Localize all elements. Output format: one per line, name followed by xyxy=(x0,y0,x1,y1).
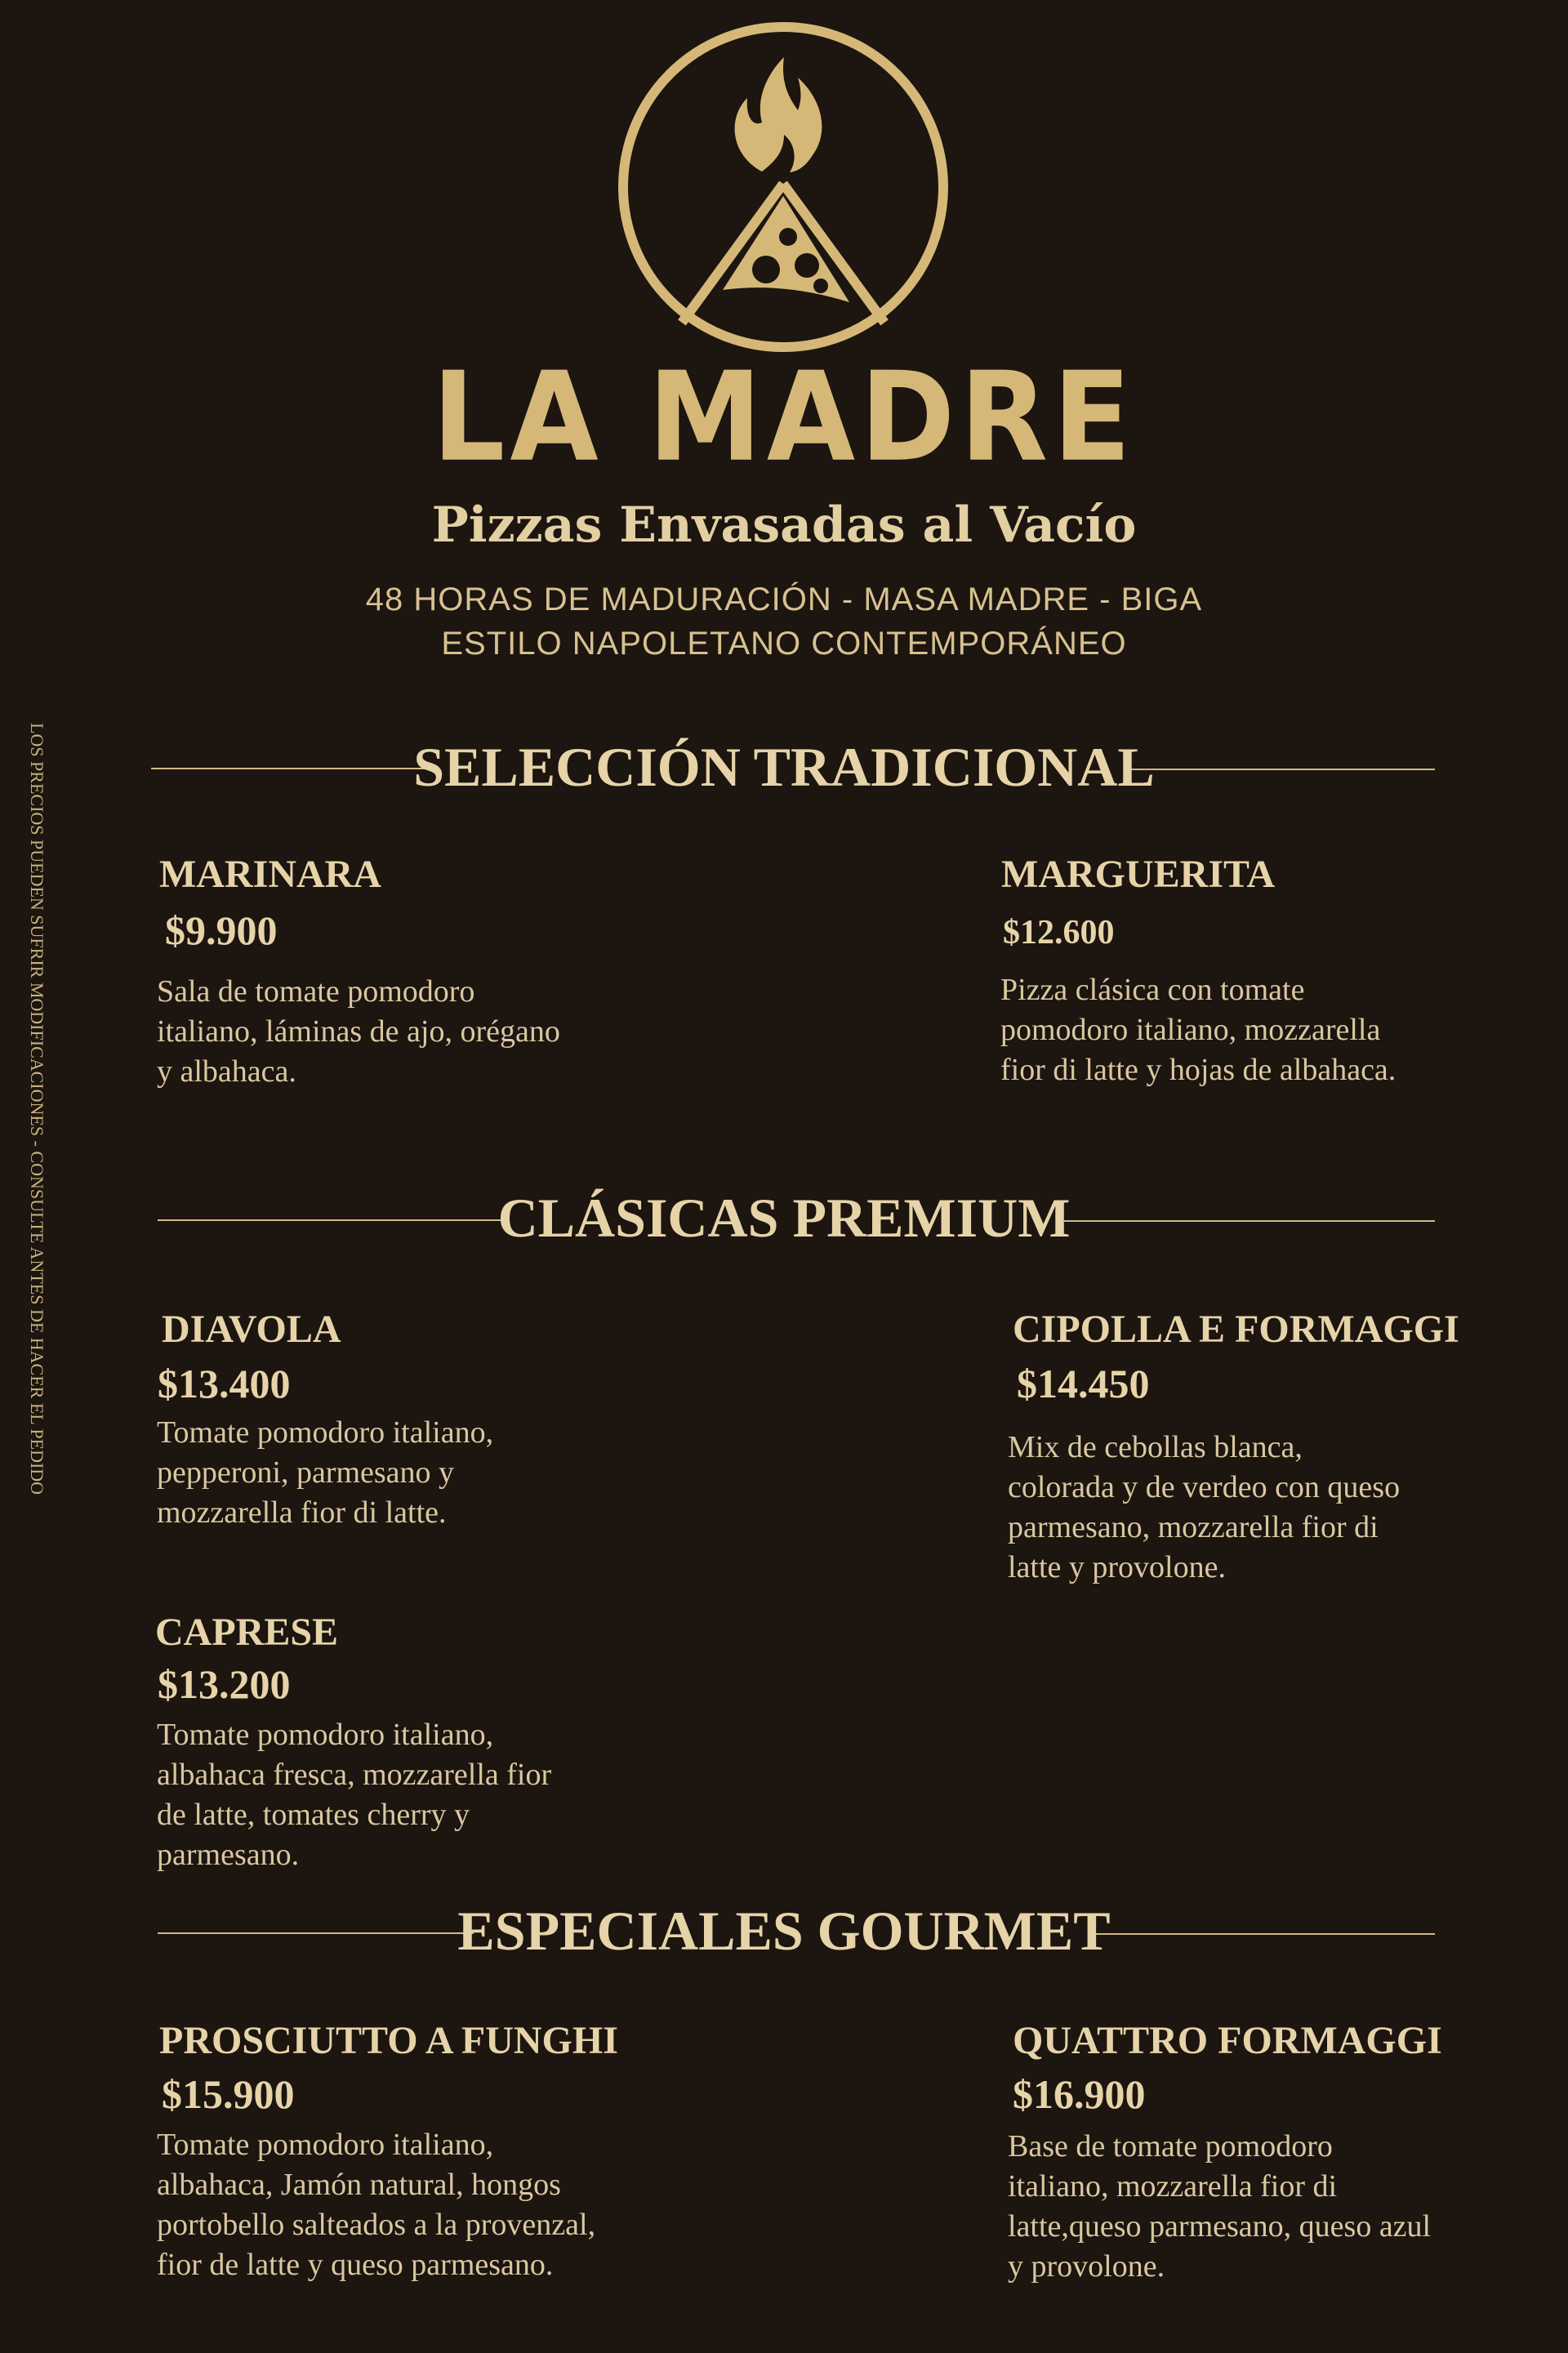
menu-item-description: Mix de cebollas blanca, colorada y de verdeo con queso parmesano, mozzarella fior di latte y provolone. xyxy=(1008,1430,1401,1584)
menu-item-price: $13.400 xyxy=(158,1361,291,1406)
menu-item-name: MARINARA xyxy=(159,853,381,896)
menu-item-name: QUATTRO FORMAGGI xyxy=(1013,2019,1442,2062)
menu-item-description: Tomate pomodoro italiano, albahaca, Jamón natural, hongos portobello salteados a la provenzal, fior de latte y queso parmesano. xyxy=(157,2128,596,2282)
menu-item-name: PROSCIUTTO A FUNGHI xyxy=(159,2019,618,2062)
menu-item-description: Sala de tomate pomodoro italiano, láminas de ajo, orégano y albahaca. xyxy=(157,974,560,1089)
price-disclaimer: LOS PRECIOS PUEDEN SUFRIR MODIFICACIONES - CONSULTE ANTES DE HACER EL PEDIDO xyxy=(27,723,47,1495)
menu-item-price: $12.600 xyxy=(1003,914,1115,951)
tagline-line-1: 48 HORAS DE MADURACIÓN - MASA MADRE - BIGA xyxy=(365,582,1203,617)
menu-item-price: $14.450 xyxy=(1017,1361,1150,1406)
menu-item-price: $13.200 xyxy=(158,1661,291,1707)
menu-item-name: CAPRESE xyxy=(155,1611,339,1654)
section-title-tradicional: SELECCIÓN TRADICIONAL xyxy=(413,736,1155,798)
brand-name: LA MADRE xyxy=(432,345,1136,490)
menu-item-price: $16.900 xyxy=(1013,2071,1146,2117)
section-title-gourmet: ESPECIALES GOURMET xyxy=(457,1900,1111,1962)
menu-item-price: $9.900 xyxy=(165,907,278,953)
menu-item-description: Tomate pomodoro italiano, albahaca fresca, mozzarella fior de latte, tomates cherry y parmesano. xyxy=(157,1718,552,1872)
tagline-line-2: ESTILO NAPOLETANO CONTEMPORÁNEO xyxy=(441,626,1127,662)
section-title-premium: CLÁSICAS PREMIUM xyxy=(497,1187,1071,1249)
menu-item-description: Base de tomate pomodoro italiano, mozzarella fior di latte,queso parmesano, queso azul y provolone. xyxy=(1008,2129,1432,2284)
menu-item-description: Tomate pomodoro italiano, pepperoni, parmesano y mozzarella fior di latte. xyxy=(157,1415,494,1530)
brand-subtitle: Pizzas Envasadas al Vacío xyxy=(431,497,1137,554)
menu-item-name: MARGUERITA xyxy=(1001,853,1276,896)
flame-pizza-slice-icon xyxy=(617,20,950,354)
menu-item-price: $15.900 xyxy=(162,2071,295,2117)
menu-item-name: CIPOLLA E FORMAGGI xyxy=(1013,1308,1459,1351)
menu-item-name: DIAVOLA xyxy=(162,1308,341,1351)
menu-item-description: Pizza clásica con tomate pomodoro italiano, mozzarella fior di latte y hojas de albahaca. xyxy=(1000,973,1396,1087)
